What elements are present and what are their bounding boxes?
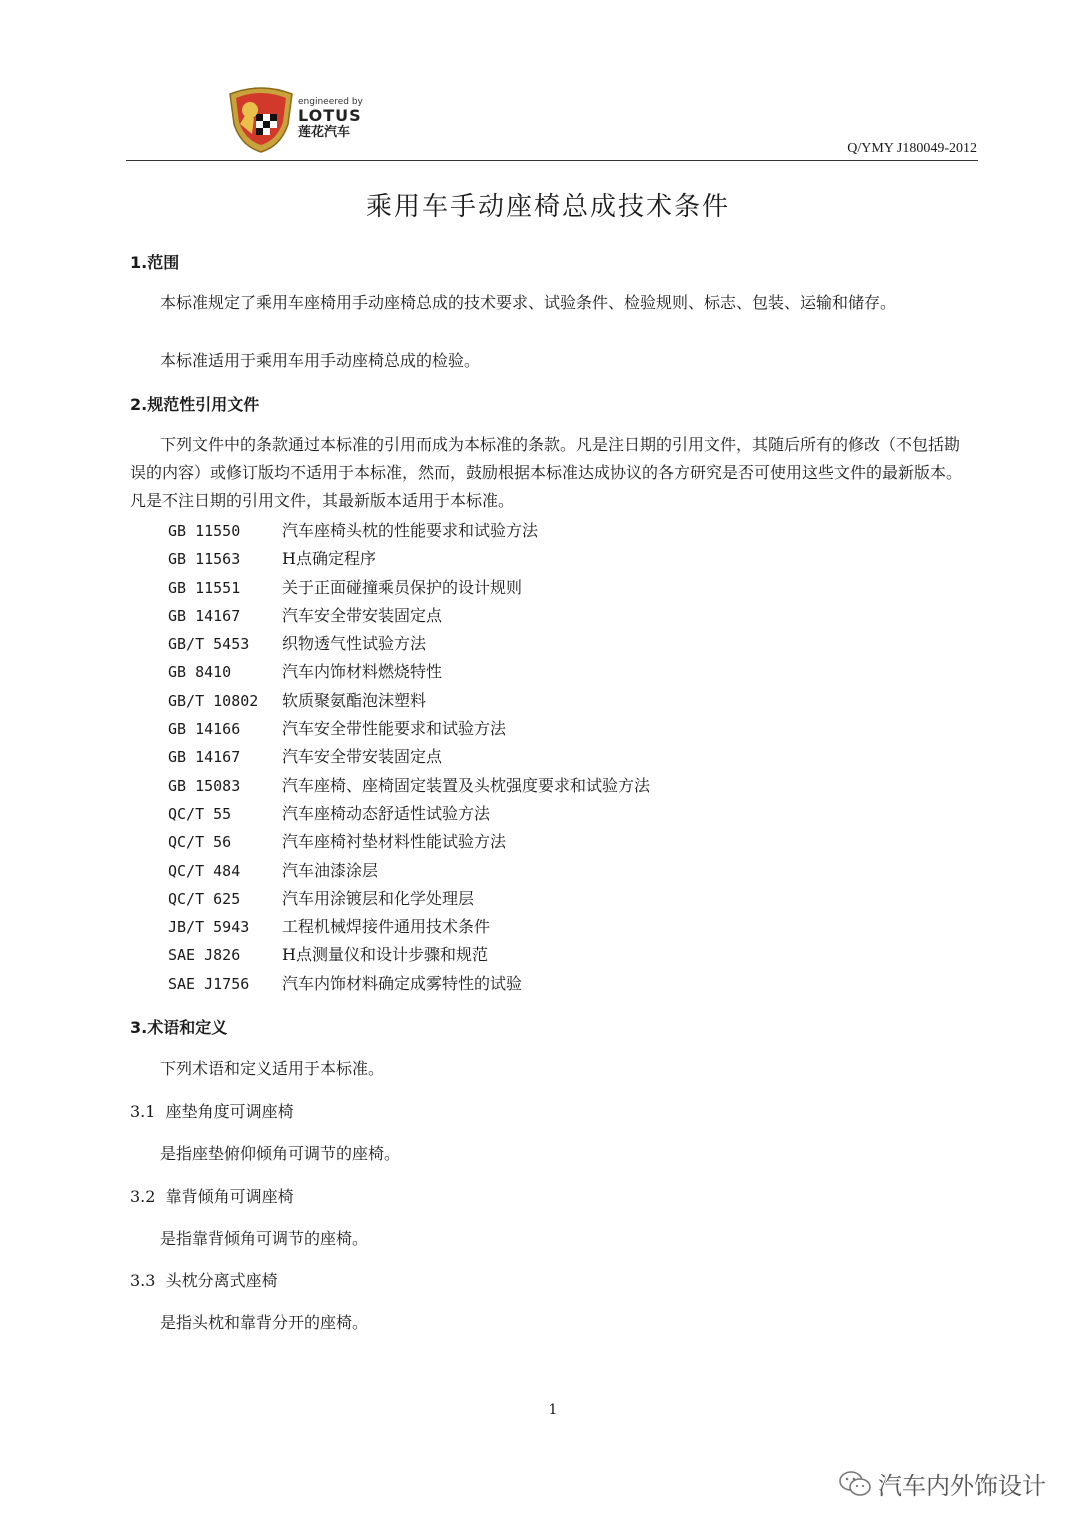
reference-name: H点测量仪和设计步骤和规范: [282, 945, 488, 965]
logo-lotus: LOTUS: [298, 106, 362, 125]
reference-name: 工程机械焊接件通用技术条件: [282, 917, 491, 937]
reference-code: GB/T 5453: [168, 635, 250, 654]
reference-item: [168, 545, 650, 573]
reference-name: 汽车油漆涂层: [282, 860, 379, 880]
reference-name: 汽车安全带性能要求和试验方法: [282, 719, 507, 739]
term-3-2-heading: [130, 1184, 294, 1207]
reference-code: GB 8410: [168, 663, 232, 682]
term-name: 座垫角度可调座椅: [165, 1102, 294, 1121]
reference-name: 汽车用涂镀层和化学处理层: [282, 888, 475, 908]
reference-code: QC/T 484: [168, 861, 241, 880]
reference-name: 织物透气性试验方法: [282, 634, 427, 654]
reference-code: GB 11551: [168, 578, 241, 597]
term-name: 靠背倾角可调座椅: [165, 1187, 294, 1206]
reference-item: [168, 941, 650, 969]
reference-code: JB/T 5943: [168, 918, 250, 937]
reference-code: GB 14167: [168, 606, 241, 625]
logo-wordmark: [298, 98, 363, 139]
reference-item: [168, 828, 650, 856]
watermark: [838, 1466, 1046, 1501]
reference-code: GB/T 10802: [168, 691, 259, 710]
reference-code: GB 11563: [168, 550, 241, 569]
reference-name: 汽车内饰材料燃烧特性: [282, 662, 443, 682]
term-3-1-heading: [130, 1099, 294, 1122]
term-number: 3.1: [130, 1102, 156, 1121]
reference-name: 汽车内饰材料确定成雾特性的试验: [282, 973, 523, 993]
logo-chinese: 莲花汽车: [298, 125, 351, 140]
reference-name: 汽车座椅、座椅固定装置及头枕强度要求和试验方法: [282, 775, 651, 795]
reference-item: [168, 517, 650, 545]
reference-name: 汽车座椅动态舒适性试验方法: [282, 803, 491, 823]
section-1-para-1: 本标准规定了乘用车座椅用手动座椅总成的技术要求、试验条件、检验规则、标志、包装、运输和储存。: [160, 293, 897, 312]
header-divider: [126, 160, 978, 161]
reference-item: [168, 715, 650, 743]
reference-item: [168, 885, 650, 913]
term-number: 3.2: [130, 1187, 156, 1206]
reference-code: QC/T 56: [168, 833, 232, 852]
reference-code: GB 15083: [168, 776, 241, 795]
reference-item: [168, 602, 650, 630]
reference-item: [168, 574, 650, 602]
reference-item: [168, 630, 650, 658]
reference-name: H点确定程序: [282, 549, 376, 569]
reference-list: [168, 517, 650, 998]
reference-item: [168, 857, 650, 885]
term-3-2-definition: 是指靠背倾角可调节的座椅。: [160, 1229, 369, 1248]
reference-name: 汽车座椅头枕的性能要求和试验方法: [282, 521, 539, 540]
section-1-para-2: 本标准适用于乘用车用手动座椅总成的检验。: [160, 351, 481, 370]
term-number: 3.3: [130, 1271, 156, 1290]
reference-code: GB 11550: [168, 522, 241, 540]
reference-name: 汽车安全带安装固定点: [282, 747, 443, 767]
section-3-para: 下列术语和定义适用于本标准。: [160, 1059, 385, 1078]
wechat-icon: [838, 1470, 872, 1498]
logo-engineered-by: engineered by: [298, 97, 363, 107]
section-2-para: 下列文件中的条款通过本标准的引用而成为本标准的条款。凡是注日期的引用文件，其随后所有的修改（不包括勘误的内容）或修订版均不适用于本标准，然而，鼓励根据本标准达成协议的各方研究是否可使用这些文件的最新版本。凡是不注日期的引用文件，其最新版本适用于本标准。: [130, 435, 963, 510]
reference-name: 软质聚氨酯泡沫塑料: [282, 690, 427, 710]
reference-code: GB 14166: [168, 720, 241, 739]
reference-item: [168, 743, 650, 771]
reference-item: [168, 913, 650, 941]
document-number: Q/YMY J180049-2012: [847, 141, 977, 156]
reference-item: [168, 687, 650, 715]
term-3-3-definition: 是指头枕和靠背分开的座椅。: [160, 1313, 369, 1332]
reference-code: QC/T 625: [168, 889, 241, 908]
term-name: 头枕分离式座椅: [165, 1271, 278, 1290]
reference-name: 关于正面碰撞乘员保护的设计规则: [282, 577, 523, 597]
reference-item: [168, 772, 650, 800]
reference-name: 汽车安全带安装固定点: [282, 605, 443, 625]
reference-item: [168, 970, 650, 998]
reference-item: [168, 658, 650, 686]
section-2-heading: 2.规范性引用文件: [130, 395, 260, 414]
reference-code: QC/T 55: [168, 804, 232, 823]
watermark-text: 汽车内外饰设计: [878, 1472, 1046, 1500]
term-3-3-heading: [130, 1268, 278, 1291]
document-title: 乘用车手动座椅总成技术条件: [365, 192, 730, 222]
reference-code: SAE J826: [168, 946, 241, 965]
term-3-1-definition: 是指座垫俯仰倾角可调节的座椅。: [160, 1144, 401, 1163]
reference-code: GB 14167: [168, 748, 241, 767]
section-1-heading: 1.范围: [130, 253, 180, 272]
section-3-heading: 3.术语和定义: [130, 1018, 228, 1037]
reference-code: SAE J1756: [168, 974, 250, 993]
reference-name: 汽车座椅衬垫材料性能试验方法: [282, 832, 507, 852]
lotus-shield-icon: [226, 84, 296, 154]
page-number: 1: [548, 1402, 558, 1418]
reference-item: [168, 800, 650, 828]
